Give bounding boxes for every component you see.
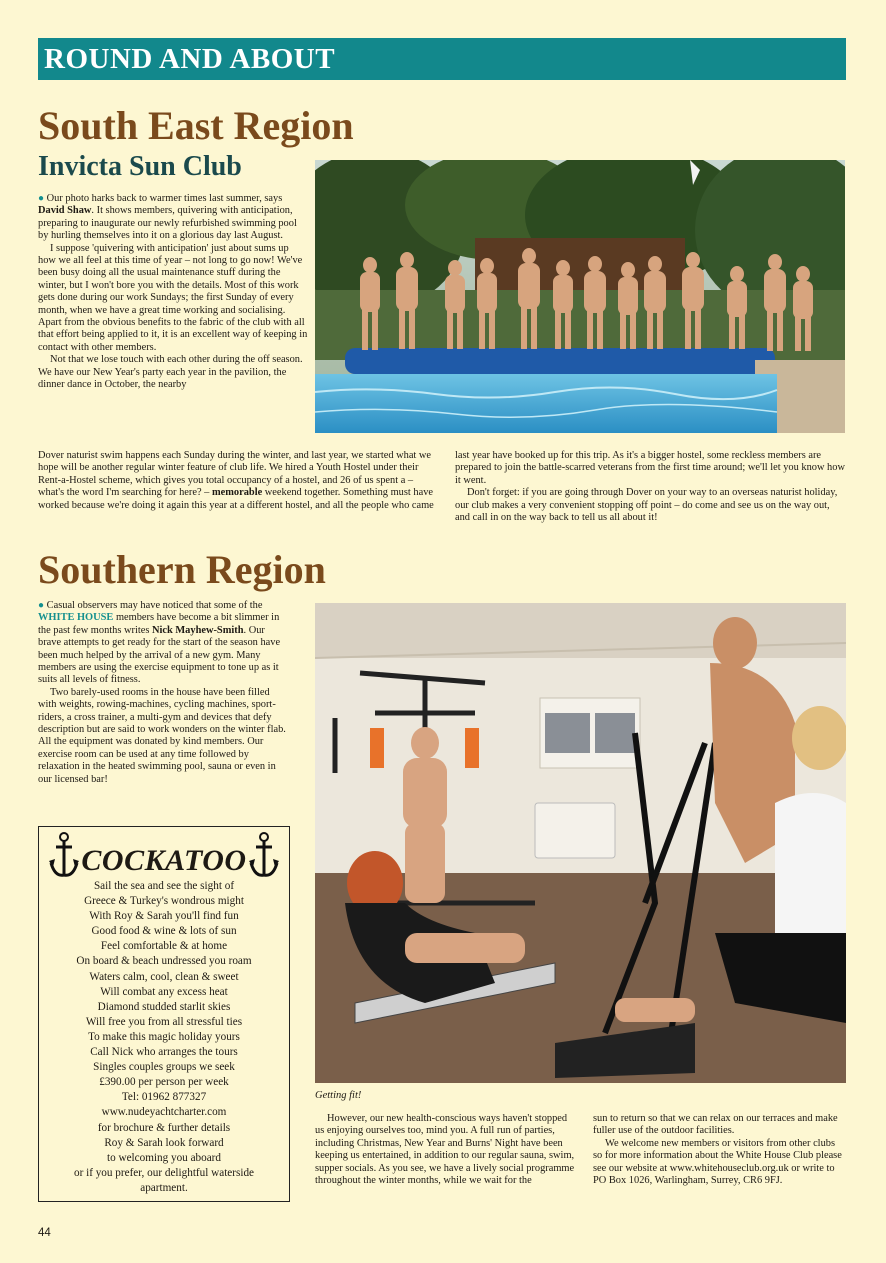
anchor-icon [47, 831, 81, 881]
advert-line: Good food & wine & lots of sun [91, 925, 237, 938]
paragraph: I suppose 'quivering with anticipation' just about sums up how we all feel at this time of year – not long to go now! We've been busy doing all the usual maintenance stuff during the winter, but I won't bore you with the details. Most of this work gets done during our work Sundays; the first Sunday of every month, when we have a great time working and socialising. Apart from the obvious benefits to the fabric of the club with all that effort being applied to it, it is an excellent way of keeping in contact with other members. [38, 242, 308, 353]
paragraph-text: Our photo harks back to warmer times last summer, says [46, 193, 283, 204]
bullet-icon: ● [38, 193, 45, 204]
advert-line: To make this magic holiday yours [88, 1030, 240, 1043]
anchor-icon [247, 831, 281, 881]
region-heading-southern: Southern Region [38, 547, 326, 592]
advert-text [39, 879, 289, 1196]
paragraph-text: members have become a bit slimmer in the past few months writes [38, 612, 280, 636]
cockatoo-advert [38, 826, 290, 1202]
author-name: David Shaw [38, 205, 92, 217]
article-south-east-col3 [455, 450, 845, 524]
advert-line: to welcoming you aboard [106, 1151, 222, 1164]
advert-title: COCKATOO [81, 844, 247, 877]
advert-line: Call Nick who arranges the tours [90, 1046, 238, 1059]
advert-line: Greece & Turkey's wondrous might [84, 895, 244, 908]
advert-line: for brochure & further details [97, 1121, 231, 1134]
advert-phone: Tel: 01962 877327 [121, 1091, 207, 1104]
region-heading-south-east: South East Region [38, 103, 354, 148]
paragraph: Not that we lose touch with each other during the off season. We have our New Year's party each year in the pavilion, the dinner dance in October, the nearby [38, 354, 303, 391]
advert-line: Waters calm, cool, clean & sweet [89, 970, 239, 983]
advert-line: Singles couples groups we seek [93, 1061, 235, 1074]
emphasis-text: memorable [211, 487, 263, 499]
article-southern-col2 [315, 1113, 577, 1187]
page-number: 44 [38, 1227, 51, 1239]
paragraph: Don't forget: if you are going through Dover on your way to an overseas naturist holiday, our club makes a very convenient stopping off point – do come and see us on the way out, and call in on the way back to tell us all about it! [455, 487, 838, 524]
paragraph-text: Dover naturist swim happens each Sunday during the winter, and last year, we started what we hope will be another regular winter feature of club life. We hired a Youth Hostel under their Rent-a-Hostel scheme, which gives you total occupancy of a hostel, and 26 of us spent a – what's the word I'm searching for here? – [38, 450, 432, 499]
pool-photo [315, 160, 845, 433]
article-southern-col1 [38, 600, 290, 786]
paragraph: We welcome new members or visitors from other clubs so for more information about the White House Club please see our website at www.whitehouseclub.org.uk or write to PO Box 1026, Warlingham, Surrey, CR6 9FJ. [593, 1137, 842, 1187]
advert-line: Will combat any excess heat [100, 985, 228, 998]
article-south-east-col1 [38, 193, 308, 392]
advert-line: Will free you from all stressful ties [85, 1015, 243, 1028]
author-name: Nick Mayhew-Smith [152, 624, 244, 636]
club-name: WHITE HOUSE [38, 612, 114, 624]
article-south-east-col2 [38, 450, 440, 512]
paragraph-text: weekend together. Something must have worked because we're doing it again this year at a different hostel, and all the people who came [38, 487, 434, 511]
advert-line: Sail the sea and see the sight of [93, 880, 235, 892]
advert-line: Diamond studded starlit skies [97, 1000, 231, 1013]
advert-website: www.nudeyachtcharter.com [101, 1106, 227, 1119]
advert-line: Feel comfortable & at home [100, 940, 228, 953]
bullet-icon: ● [38, 600, 45, 611]
section-banner: ROUND AND ABOUT [38, 38, 846, 80]
paragraph-text: . Our brave attempts to get ready for the start of the season have been much helped by the arrival of a new gym. Many members are using the exercise equipment to tone up as it suits all levels of fitness. [38, 624, 281, 686]
paragraph: sun to return so that we can relax on our terraces and make fuller use of the outdoor facilities. [593, 1113, 838, 1137]
paragraph: Two barely-used rooms in the house have been filled with weights, rowing-machines, cycling machines, sport-riders, a cross trainer, a multi-gym and devices that defy description but are said to work wonders on the winter flab. All the equipment was donated by kind members. Our exercise room can be used at any time followed by relaxation in the heated swimming pool, sauna or even in our licensed bar! [38, 686, 286, 785]
paragraph-text: Casual observers may have noticed that some of the [46, 600, 263, 611]
advert-line: On board & beach undressed you roam [76, 955, 252, 968]
advert-line: apartment. [140, 1181, 188, 1194]
article-southern-col3 [593, 1113, 846, 1187]
advert-line: £390.00 per person per week [99, 1076, 229, 1089]
advert-line: or if you prefer, our delightful waterside [73, 1166, 255, 1179]
paragraph: However, our new health-conscious ways haven't stopped us enjoying ourselves too, mind you. A full run of parties, including Christmas, New Year and Burns' Night have been keeping us entertained, in addition to our regular sauna, swim, supper socials. As you see, we have a lively social programme throughout the winter months, while we wait for the [315, 1113, 575, 1187]
photo-caption: Getting fit! [315, 1090, 362, 1101]
paragraph: last year have booked up for this trip. As it's a bigger hostel, some reckless members are prepared to join the battle-scarred veterans from the first time around; we'll let you know how it went. [455, 450, 845, 486]
club-heading: Invicta Sun Club [38, 151, 242, 182]
gym-photo [315, 603, 846, 1083]
paragraph-text: . It shows members, quivering with anticipation, preparing to inaugurate our newly refurbished swimming pool by hurling themselves into it on a glorious day last August. [38, 205, 297, 242]
advert-line: Roy & Sarah look forward [104, 1136, 224, 1149]
advert-line: With Roy & Sarah you'll find fun [89, 910, 239, 923]
